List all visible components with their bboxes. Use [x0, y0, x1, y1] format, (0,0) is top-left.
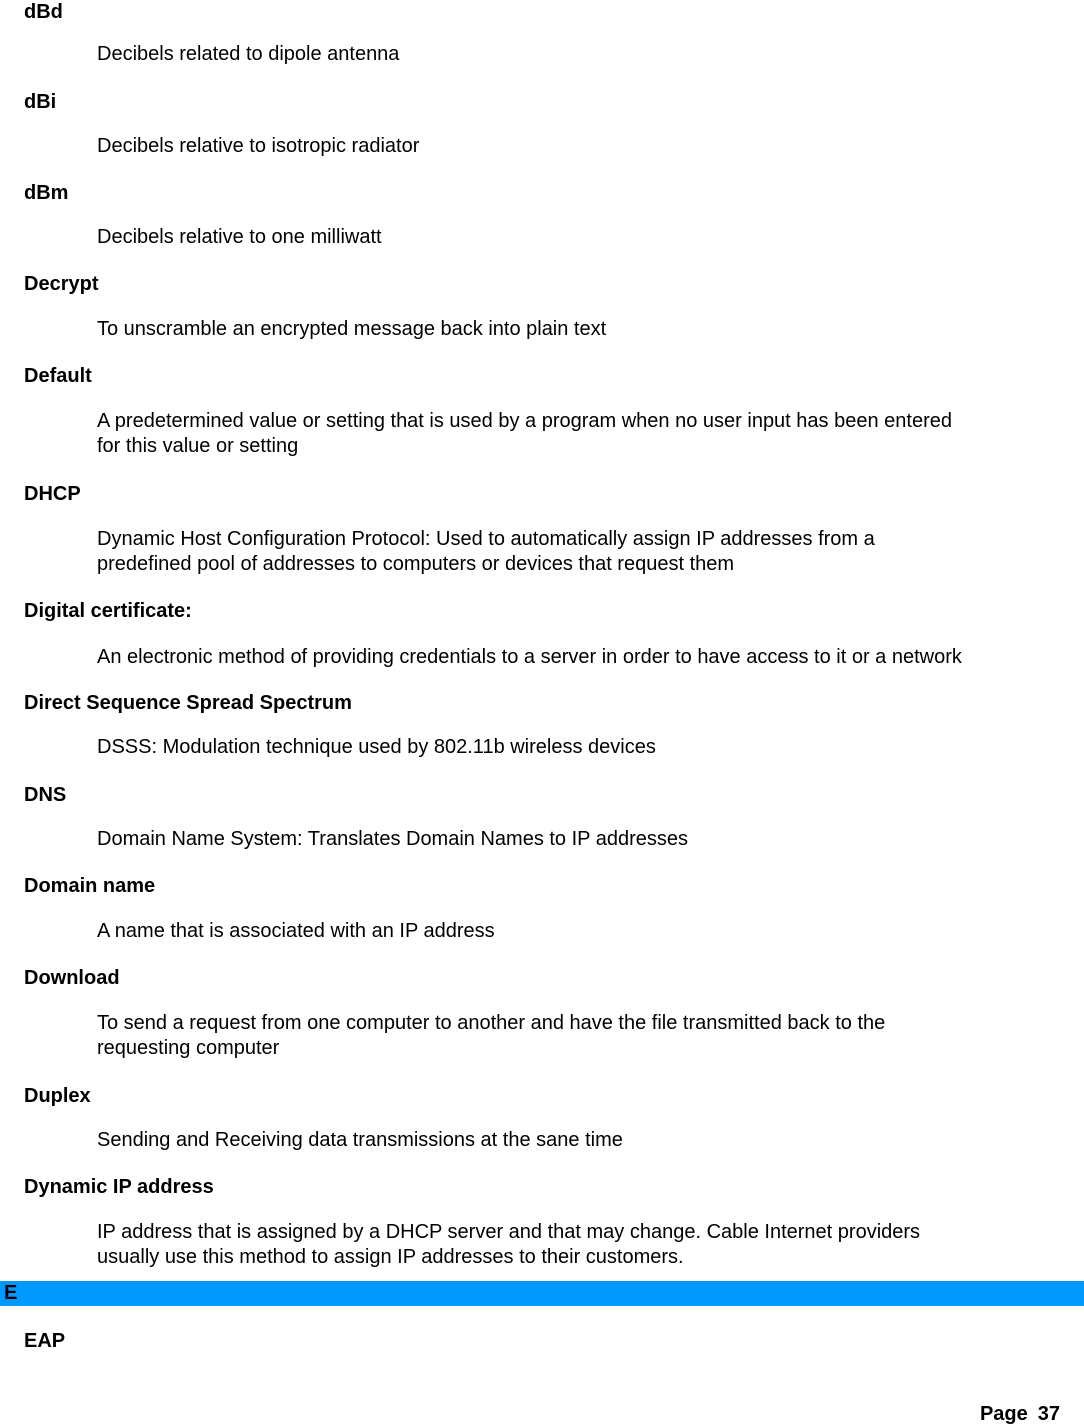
- page-label: Page: [979, 1403, 1028, 1425]
- term-dbm: dBm: [24, 182, 69, 204]
- definition-dbi: Decibels relative to isotropic radiator: [97, 135, 420, 157]
- definition-dns: Domain Name System: Translates Domain Names to IP addresses: [97, 828, 688, 850]
- definition-digital-certificate: An electronic method of providing credentials to a server in order to have access to it or a network: [97, 646, 962, 668]
- definition-decrypt: To unscramble an encrypted message back into plain text: [97, 318, 607, 340]
- definition-dbm: Decibels relative to one milliwatt: [97, 226, 382, 248]
- term-domain-name: Domain name: [24, 875, 156, 897]
- definition-direct-sequence-spread-spectrum: DSSS: Modulation technique used by 802.11b wireless devices: [97, 736, 656, 758]
- definition-dynamic-ip-address-line-2: usually use this method to assign IP addresses to their customers.: [97, 1246, 684, 1268]
- definition-default-line-1: A predetermined value or setting that is used by a program when no user input has been entered: [97, 410, 952, 432]
- definition-dhcp-line-1: Dynamic Host Configuration Protocol: Used to automatically assign IP addresses from a: [97, 528, 875, 550]
- page-number-value: 37: [1037, 1403, 1060, 1425]
- term-dynamic-ip-address: Dynamic IP address: [24, 1176, 214, 1198]
- definition-dbd: Decibels related to dipole antenna: [97, 43, 400, 65]
- section-header-bar: [0, 1281, 1084, 1306]
- definition-download-line-2: requesting computer: [97, 1037, 280, 1059]
- term-direct-sequence-spread-spectrum: Direct Sequence Spread Spectrum: [24, 692, 352, 714]
- term-dhcp: DHCP: [24, 483, 81, 505]
- definition-default-line-2: for this value or setting: [97, 435, 299, 457]
- term-download: Download: [24, 967, 120, 989]
- term-dns: DNS: [24, 784, 67, 806]
- definition-domain-name: A name that is associated with an IP address: [97, 920, 495, 942]
- definition-duplex: Sending and Receiving data transmissions at the sane time: [97, 1129, 623, 1151]
- term-duplex: Duplex: [24, 1085, 91, 1107]
- term-eap: EAP: [24, 1330, 66, 1352]
- page-number: [980, 1402, 1060, 1426]
- term-default: Default: [24, 365, 92, 387]
- term-digital-certificate: Digital certificate:: [24, 600, 192, 622]
- definition-dynamic-ip-address-line-1: IP address that is assigned by a DHCP server and that may change. Cable Internet providers: [97, 1221, 921, 1243]
- term-dbi: dBi: [24, 91, 57, 113]
- term-decrypt: Decrypt: [24, 273, 99, 295]
- definition-dhcp-line-2: predefined pool of addresses to computers or devices that request them: [97, 553, 735, 575]
- term-dbd: dBd: [24, 1, 63, 23]
- definition-download-line-1: To send a request from one computer to another and have the file transmitted back to the: [97, 1012, 886, 1034]
- section-letter: E: [4, 1282, 18, 1304]
